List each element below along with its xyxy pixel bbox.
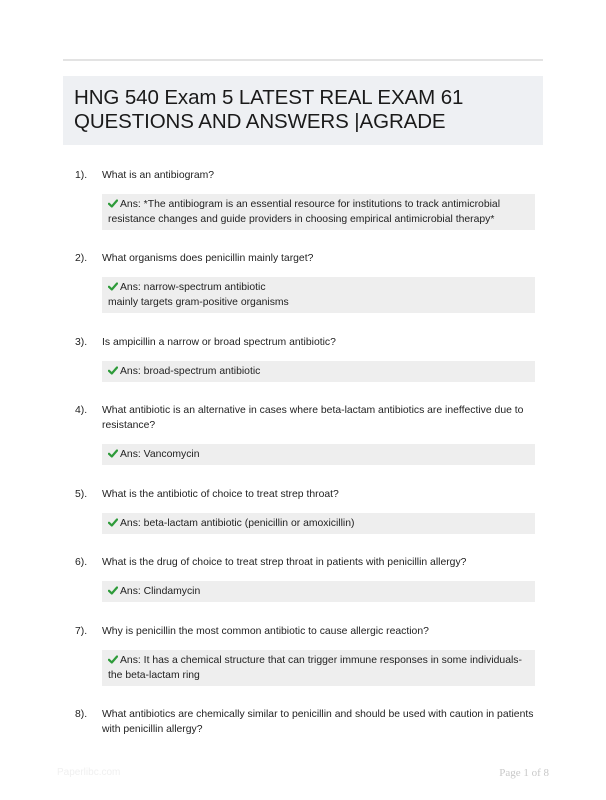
answer-box — [102, 513, 535, 534]
answer-text: Ans: beta-lactam antibiotic (penicillin or amoxicillin) — [120, 518, 355, 529]
qa-item-8 — [63, 707, 543, 737]
question-number: 1). — [75, 170, 88, 181]
question-row — [63, 555, 543, 570]
page-number: Page 1 of 8 — [499, 767, 549, 779]
document-title: HNG 540 Exam 5 LATEST REAL EXAM 61 QUESTIONS AND ANSWERS |AGRADE — [74, 86, 464, 133]
question-row — [63, 624, 543, 639]
qa-item-2 — [63, 251, 543, 313]
question-row — [63, 487, 543, 502]
check-icon — [108, 449, 118, 458]
question-text: Is ampicillin a narrow or broad spectrum antibiotic? — [102, 337, 336, 348]
qa-item-4 — [63, 403, 543, 465]
qa-item-7 — [63, 624, 543, 686]
question-text: What antibiotic is an alternative in cases where beta-lactam antibiotics are ineffective due to resistance? — [102, 405, 524, 431]
check-icon — [108, 366, 118, 375]
answer-box — [102, 581, 535, 602]
question-number: 8). — [75, 709, 88, 720]
answer-text: Ans: Vancomycin — [120, 449, 200, 460]
answer-text: Ans: *The antibiogram is an essential resource for institutions to track antimicrobial resistance changes and guide providers in choosing empirical antimicrobial therapy* — [108, 199, 501, 225]
question-text: What is the antibiotic of choice to treat strep throat? — [102, 489, 339, 500]
check-icon — [108, 518, 118, 527]
question-number: 3). — [75, 337, 88, 348]
footer-watermark: Paperlibc.com — [57, 767, 121, 778]
question-text: What is the drug of choice to treat strep throat in patients with penicillin allergy? — [102, 557, 467, 568]
answer-box — [102, 361, 535, 382]
question-text: What organisms does penicillin mainly target? — [102, 253, 314, 264]
qa-item-3 — [63, 335, 543, 382]
qa-item-6 — [63, 555, 543, 602]
question-text: What antibiotics are chemically similar to penicillin and should be used with caution in patients with penicillin allergy? — [102, 709, 534, 735]
answer-box — [102, 444, 535, 465]
question-number: 2). — [75, 253, 88, 264]
check-icon — [108, 655, 118, 664]
question-row — [63, 707, 543, 737]
question-row — [63, 168, 543, 183]
question-row — [63, 251, 543, 266]
answer-box — [102, 650, 535, 686]
answer-box — [102, 277, 535, 313]
answer-text: Ans: broad-spectrum antibiotic — [120, 366, 261, 377]
answer-box — [102, 194, 535, 230]
question-row — [63, 335, 543, 350]
question-row — [63, 403, 543, 433]
check-icon — [108, 586, 118, 595]
title-banner — [63, 76, 543, 145]
top-divider — [63, 59, 543, 61]
question-number: 6). — [75, 557, 88, 568]
answer-text-line-1: Ans: narrow-spectrum antibiotic — [120, 282, 266, 293]
question-text: What is an antibiogram? — [102, 170, 215, 181]
check-icon — [108, 199, 118, 208]
question-number: 5). — [75, 489, 88, 500]
question-number: 4). — [75, 405, 88, 416]
qa-item-5 — [63, 487, 543, 534]
check-icon — [108, 282, 118, 291]
question-number: 7). — [75, 626, 88, 637]
question-text: Why is penicillin the most common antibiotic to cause allergic reaction? — [102, 626, 429, 637]
answer-text: Ans: It has a chemical structure that can trigger immune responses in some individuals- the beta-lactam ring — [108, 655, 522, 681]
answer-text: Ans: Clindamycin — [120, 586, 201, 597]
qa-item-1 — [63, 168, 543, 230]
answer-text-line-2: mainly targets gram-positive organisms — [108, 297, 289, 308]
